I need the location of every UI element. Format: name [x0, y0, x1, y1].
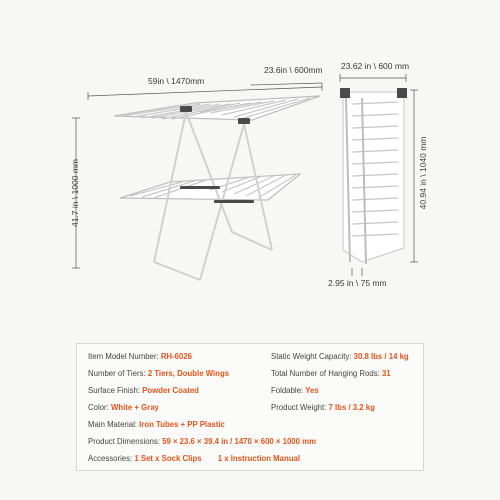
folded-rack [340, 88, 407, 264]
spec-label: Foldable: [271, 386, 304, 395]
spec-value: 30.8 lbs / 14 kg [353, 352, 409, 361]
width-dimension: 23.6in \ 600mm [264, 65, 323, 75]
specifications-panel [76, 343, 424, 471]
spec-rods [271, 369, 391, 378]
spec-label: Number of Tiers: [88, 369, 146, 378]
spec-value: 7 lbs / 3.2 kg [328, 403, 375, 412]
spec-label: Product Weight: [271, 403, 327, 412]
spec-value: White + Gray [110, 403, 159, 412]
spec-value: RH-6026 [160, 352, 193, 361]
spec-value: Powder Coated [142, 386, 199, 395]
spec-value: 1 x Instruction Manual [217, 454, 301, 463]
spec-label: Total Number of Hanging Rods: [271, 369, 380, 378]
spec-value: Iron Tubes + PP Plastic [139, 420, 225, 429]
spec-value: 1 Set x Sock Clips [134, 454, 202, 463]
folded-width-dimension: 23.62 in \ 600 mm [341, 61, 410, 71]
folded-depth-dimension: 2.95 in \ 75 mm [328, 278, 387, 288]
spec-value: 59 × 23.6 × 39.4 in / 1470 × 600 × 1000 mm [162, 437, 316, 446]
spec-material [88, 420, 225, 429]
spec-capacity [271, 352, 409, 361]
spec-finish [88, 386, 199, 395]
spec-foldable [271, 386, 319, 395]
spec-accessories [88, 454, 300, 463]
spec-model [88, 352, 192, 361]
upper-rack [114, 96, 320, 120]
spec-tiers [88, 369, 229, 378]
spec-label: Static Weight Capacity: [271, 352, 352, 361]
spec-product-dimensions [88, 437, 316, 446]
spec-label: Product Dimensions: [88, 437, 160, 446]
folded-height-dimension: 40.94 in \ 1040 mm [418, 136, 428, 210]
spec-label: Item Model Number: [88, 352, 159, 361]
spec-value: Yes [305, 386, 319, 395]
spec-label: Accessories: [88, 454, 133, 463]
spec-value: 2 Tiers, Double Wings [147, 369, 230, 378]
spec-value: 31 [381, 369, 391, 378]
spec-label: Main Material: [88, 420, 137, 429]
length-dimension: 59in \ 1470mm [148, 76, 205, 86]
spec-label: Surface Finish: [88, 386, 141, 395]
spec-label: Color: [88, 403, 109, 412]
height-dimension: 41.7 in \ 1000 mm [70, 158, 80, 228]
spec-color [88, 403, 159, 412]
spec-weight [271, 403, 375, 412]
